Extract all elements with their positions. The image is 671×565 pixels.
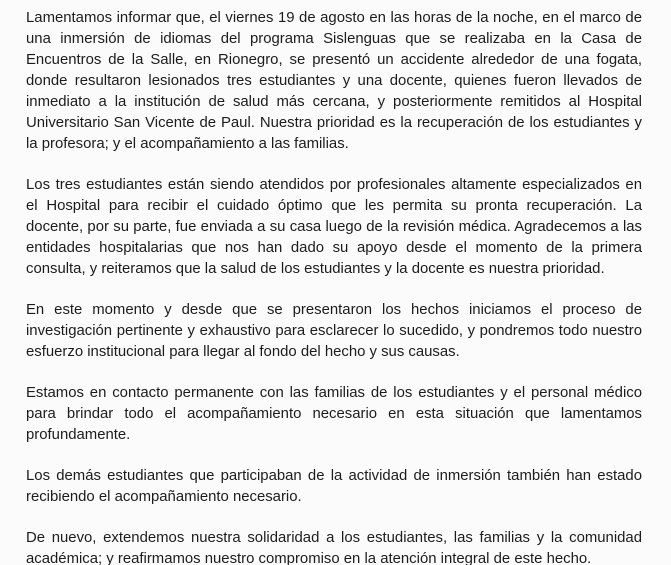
cropped-heading-line xyxy=(0,0,671,3)
paragraph-investigation: En este momento y desde que se presentaron los hechos iniciamos el proceso de investigación pertinente y exhaustivo para esclarecer lo sucedido, y pondremos todo nuestro esfuerzo institucional para llegar al fondo del hecho y sus causas. xyxy=(26,302,642,360)
paragraph-other-students: Los demás estudiantes que participaban de la actividad de inmersión también han estado recibiendo el acompañamiento necesario. xyxy=(26,468,642,505)
paragraph-accident: Lamentamos informar que, el viernes 19 de agosto en las horas de la noche, en el marco de una inmersión de idiomas del programa Sislenguas que se realizaba en la Casa de Encuentros de la Salle, en Rionegro, se presentó un accidente alrededor de una fogata, donde resultaron lesionados tres estudiantes y una docente, quienes fueron llevados de inmediato a la institución de salud más cercana, y posteriormente remitidos al Hospital Universitario San Vicente de Paul. Nuestra prioridad es la recuperación de los estudiantes y la profesora; y el acompañamiento a las familias. xyxy=(26,10,642,152)
statement-body xyxy=(26,8,642,565)
paragraph-solidarity: De nuevo, extendemos nuestra solidaridad a los estudiantes, las familias y la comunidad académica; y reafirmamos nuestro compromiso en la atención integral de este hecho. xyxy=(26,530,642,565)
paragraph-care: Los tres estudiantes están siendo atendidos por profesionales altamente especializados en el Hospital para recibir el cuidado óptimo que les permita su pronta recuperación. La docente, por su parte, fue enviada a su casa luego de la revisión médica. Agradecemos a las entidades hospitalarias que nos han dado su apoyo desde el momento de la primera consulta, y reiteramos que la salud de los estudiantes y la docente es nuestra prioridad. xyxy=(26,177,642,277)
paragraph-families: Estamos en contacto permanente con las familias de los estudiantes y el personal médico para brindar todo el acompañamiento necesario en esta situación que lamentamos profundamente. xyxy=(26,385,642,443)
